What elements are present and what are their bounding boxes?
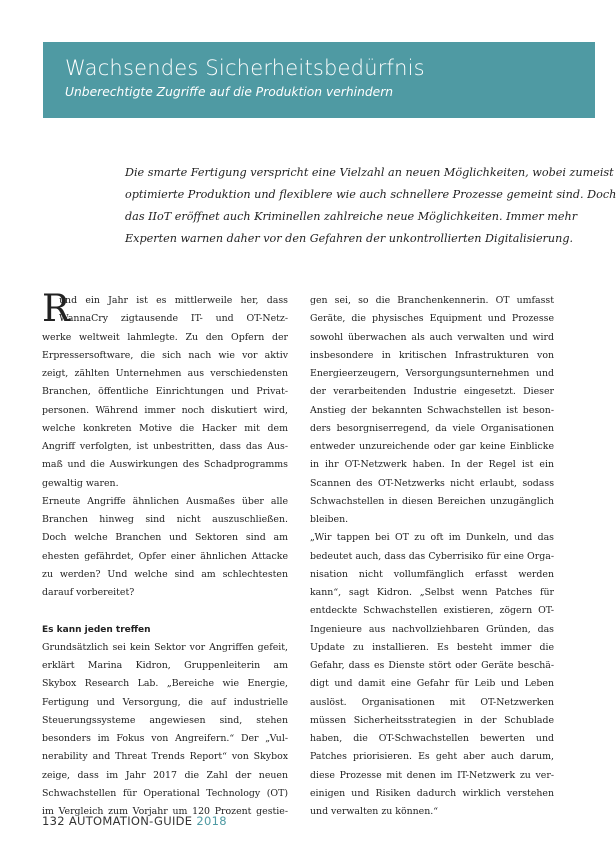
body-line: entdeckte Schwachstellen existieren, zögern OT- — [310, 605, 554, 617]
body-line: WannaCry zigtausende IT- und OT-Netz- — [59, 313, 288, 325]
body-line: der verarbeitenden Industrie eingesetzt. Dieser — [310, 386, 554, 398]
body-line: gewaltig waren. — [42, 477, 119, 489]
body-line: Erneute Angriffe ähnlichen Ausmaßes über alle — [42, 495, 288, 507]
drop-cap: R — [42, 287, 70, 330]
body-column-right — [310, 292, 554, 821]
body-line: besonders im Fokus von Angreifern.“ Der „Vul- — [42, 733, 288, 744]
body-line: Anstieg der bekannten Schwachstellen ist beson- — [310, 404, 554, 416]
body-line: und ein Jahr ist es mittlerweile her, dass — [59, 295, 288, 306]
body-line: zu werden? Und welche sind am schlechtesten — [42, 568, 288, 580]
body-line: welche konkreten Motive die Hacker mit dem — [42, 422, 288, 434]
body-line: gen sei, so die Branchenkennerin. OT umfasst — [310, 295, 554, 306]
body-line: Skybox Research Lab. „Bereiche wie Energie, — [42, 678, 288, 690]
body-line: „Wir tappen bei OT zu oft im Dunkeln, und das — [310, 532, 554, 544]
body-line: entweder unzureichende oder gar keine Einblicke — [310, 441, 554, 452]
lead-line: optimierte Produktion und flexiblere wie auch schnellere Prozesse gemeint sind. Doch — [125, 188, 616, 201]
body-line: Schwachstellen in diesen Bereichen unzugänglich — [310, 495, 554, 507]
body-line: ehesten gefährdet, Opfer einer ähnlichen Attacke — [42, 550, 288, 562]
lead-line: Die smarte Fertigung verspricht eine Vielzahl an neuen Möglichkeiten, wobei zumeist — [125, 166, 614, 179]
body-line: Update zu installieren. Es besteht immer die — [310, 641, 554, 653]
body-line: zeigt, zählten Unternehmen aus verschiedensten — [42, 368, 288, 379]
body-line: maß und die Auswirkungen des Schadprogramms — [42, 459, 288, 471]
body-line: Angriff verfolgten, ist unbestritten, dass das Aus- — [42, 441, 288, 452]
body-line: digt und damit eine Gefahr für Leib und Leben — [310, 678, 554, 690]
body-line: insbesondere in kritischen Infrastrukturen von — [310, 349, 554, 361]
body-line: darauf vorbereitet? — [42, 587, 135, 598]
page-footer — [42, 814, 227, 828]
body-line: in ihr OT-Netzwerk haben. In der Regel ist ein — [310, 459, 554, 471]
body-line: Steuerungssysteme angewiesen sind, stehen — [42, 714, 288, 726]
blank-line — [42, 602, 288, 620]
body-line: auslöst. Organisationen mit OT-Netzwerken — [310, 696, 554, 708]
body-line: Schwachstellen für Operational Technology (OT) — [42, 787, 288, 799]
publication-year: 2018 — [196, 814, 227, 828]
body-line: nisation nicht vollumfänglich erfasst werden — [310, 568, 554, 580]
body-line: Branchen hinweg sind nicht auszuschließen. — [42, 514, 288, 525]
body-line: Doch welche Branchen und Sektoren sind am — [42, 532, 288, 544]
body-line: Gefahr, dass es Dienste stört oder Geräte beschä- — [310, 660, 554, 671]
page-number: 132 — [42, 814, 65, 828]
body-line: bleiben. — [310, 514, 349, 525]
article-title: Wachsendes Sicherheitsbedürfnis — [65, 56, 425, 80]
body-line: bedeutet auch, dass das Cyberrisiko für eine Orga- — [310, 550, 554, 562]
title-banner — [43, 42, 595, 118]
body-line: und verwalten zu können.“ — [310, 806, 439, 817]
body-line: kann“, sagt Kidron. „Selbst wenn Patches für — [310, 587, 554, 598]
lead-line: Experten warnen daher vor den Gefahren der unkontrollierten Digitalisierung. — [125, 232, 574, 245]
body-line: Energieerzeugern, Versorgungsunternehmen und — [310, 368, 554, 379]
body-line: Erpressersoftware, die sich nach wie vor aktiv — [42, 349, 288, 361]
body-line: im Vergleich zum Vorjahr um 120 Prozent gestie- — [42, 806, 288, 817]
body-line: nerability and Threat Trends Report“ von Skybox — [42, 751, 288, 763]
publication-name: AUTOMATION-GUIDE — [68, 814, 193, 828]
body-line: diese Prozesse mit denen im IT-Netzwerk zu ver- — [310, 769, 554, 781]
body-line: Ingenieure aus nachvollziehbaren Gründen, das — [310, 623, 554, 635]
body-line: Fertigung und Versorgung, die auf industrielle — [42, 696, 288, 708]
body-line: sowohl überwachen als auch verwalten und wird — [310, 331, 554, 343]
body-line: Grundsätzlich sei kein Sektor vor Angriffen gefeit, — [42, 641, 288, 653]
body-line: Patches priorisieren. Es geht aber auch darum, — [310, 751, 554, 763]
lead-paragraph — [125, 162, 616, 250]
article-subtitle: Unberechtigte Zugriffe auf die Produktion verhindern — [65, 85, 394, 99]
body-line: Scannen des OT-Netzwerks nicht erlaubt, sodass — [310, 477, 554, 489]
body-line: personen. Während immer noch diskutiert wird, — [42, 404, 288, 416]
body-line: müssen Sicherheitsstrategien in der Schublade — [310, 714, 554, 726]
body-line: erklärt Marina Kidron, Gruppenleiterin am — [42, 660, 288, 671]
body-column-left — [42, 292, 288, 821]
body-line: zeige, dass im Jahr 2017 die Zahl der neuen — [42, 769, 288, 781]
body-line: einigen und Risiken dadurch wirklich verstehen — [310, 787, 554, 799]
body-line: haben, die OT-Schwachstellen bewerten und — [310, 733, 554, 744]
lead-line: das IIoT eröffnet auch Kriminellen zahlreiche neue Möglichkeiten. Immer mehr — [125, 210, 578, 223]
body-line: werke weltweit lahmlegte. Zu den Opfern der — [42, 331, 288, 343]
body-line: ders besorgniserregend, da viele Organisationen — [310, 422, 554, 434]
section-heading: Es kann jeden treffen — [42, 624, 151, 635]
body-line: Geräte, die physisches Equipment und Prozesse — [310, 313, 554, 325]
body-line: Branchen, öffentliche Einrichtungen und Privat- — [42, 386, 288, 398]
